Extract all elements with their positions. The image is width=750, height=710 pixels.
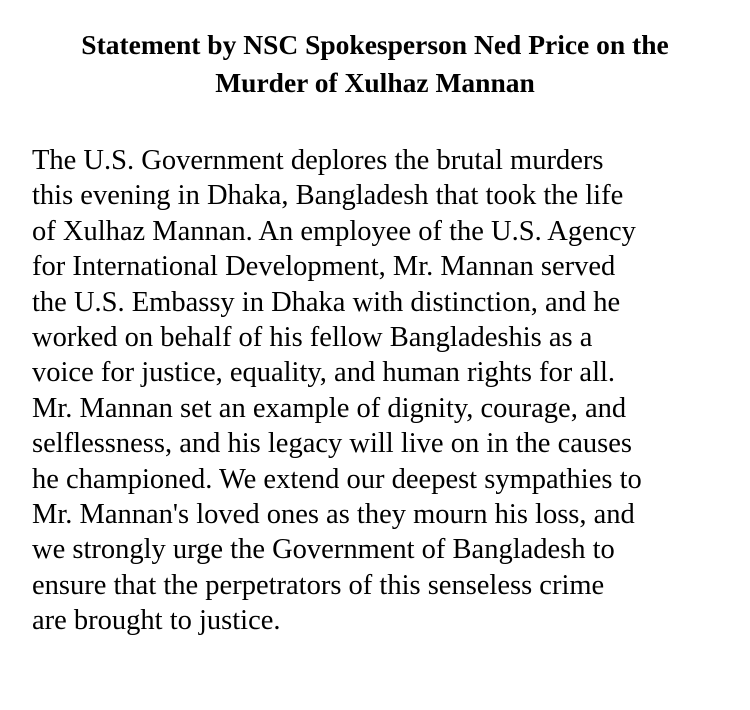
title-line-1: Statement by NSC Spokesperson Ned Price on the bbox=[81, 29, 669, 60]
body-line-5: the U.S. Embassy in Dhaka with distinction, and he bbox=[32, 286, 621, 318]
body-line-14: are brought to justice. bbox=[32, 605, 281, 637]
body-line-9: selflessness, and his legacy will live on in the causes bbox=[32, 428, 632, 460]
body-line-7: voice for justice, equality, and human rights for all. bbox=[32, 357, 616, 389]
body-line-1: The U.S. Government deplores the brutal murders bbox=[32, 145, 604, 176]
body-line-8: Mr. Mannan set an example of dignity, courage, and bbox=[32, 392, 627, 424]
statement-body bbox=[32, 143, 732, 639]
body-line-11: Mr. Mannan's loved ones as they mourn his loss, and bbox=[32, 499, 635, 531]
body-line-3: of Xulhaz Mannan. An employee of the U.S. Agency bbox=[32, 215, 636, 247]
title-line-2: Murder of Xulhaz Mannan bbox=[215, 67, 535, 98]
body-line-2: this evening in Dhaka, Bangladesh that took the life bbox=[32, 180, 624, 212]
body-line-6: worked on behalf of his fellow Bangladeshis as a bbox=[32, 322, 593, 354]
body-line-13: ensure that the perpetrators of this senseless crime bbox=[32, 569, 605, 601]
statement-title bbox=[0, 26, 750, 102]
body-line-10: he championed. We extend our deepest sympathies to bbox=[32, 463, 642, 495]
body-line-12: we strongly urge the Government of Bangladesh to bbox=[32, 534, 615, 566]
body-line-4: for International Development, Mr. Mannan served bbox=[32, 251, 616, 283]
